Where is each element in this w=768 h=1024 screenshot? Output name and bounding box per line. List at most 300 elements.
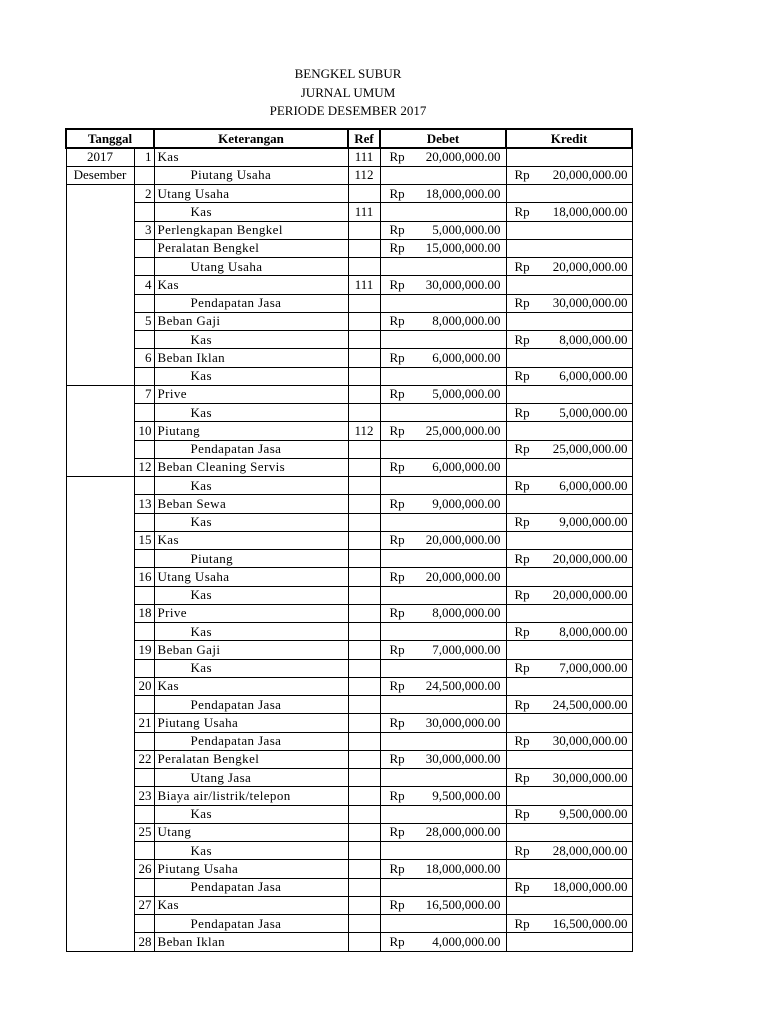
debit-cell-value [381,313,506,329]
date-cell [66,331,134,349]
amount-value: 8,000,000.00 [559,623,628,639]
day-cell [134,258,154,276]
amount-value: 30,000,000.00 [425,714,501,730]
debit-cell [380,513,506,531]
date-cell [66,221,134,239]
debit-cell [380,823,506,841]
amount-value: 8,000,000.00 [559,331,628,347]
date-cell [66,805,134,823]
credit-cell-value [507,624,632,640]
credit-cell-value [507,916,632,932]
journal-row [66,458,632,476]
day-cell: 10 [134,422,154,440]
credit-cell-value [507,332,632,348]
journal-row [66,239,632,257]
account-cell: Pendapatan Jasa [154,915,348,933]
currency-label: Rp [514,733,530,749]
debit-cell [380,440,506,458]
credit-cell-value [507,405,632,421]
currency-label: Rp [514,295,530,311]
header-row [66,129,632,148]
ref-cell [348,604,380,622]
day-cell [134,331,154,349]
day-cell: 26 [134,860,154,878]
journal-row [66,422,632,440]
currency-label: Rp [389,824,405,840]
currency-label: Rp [514,879,530,895]
day-cell: 1 [134,148,154,166]
amount-value: 16,500,000.00 [425,897,501,913]
credit-cell-value [507,551,632,567]
date-cell [66,258,134,276]
date-cell: Desember [66,166,134,184]
journal-row [66,604,632,622]
journal-row [66,349,632,367]
account-cell: Pendapatan Jasa [154,878,348,896]
currency-label: Rp [514,258,530,274]
journal-row [66,933,632,951]
date-cell [66,604,134,622]
currency-label: Rp [514,368,530,384]
debit-cell [380,477,506,495]
credit-cell [506,367,632,385]
currency-label: Rp [389,860,405,876]
amount-value: 5,000,000.00 [559,404,628,420]
currency-label: Rp [389,313,405,329]
ref-cell [348,367,380,385]
amount-value: 20,000,000.00 [425,532,501,548]
debit-cell-value [381,751,506,767]
currency-label: Rp [514,660,530,676]
debit-cell [380,294,506,312]
amount-value: 20,000,000.00 [552,587,628,603]
credit-cell [506,312,632,330]
account-cell: Kas [154,586,348,604]
amount-value: 20,000,000.00 [552,258,628,274]
amount-value: 6,000,000.00 [559,477,628,493]
date-cell [66,203,134,221]
ref-cell: 112 [348,166,380,184]
debit-cell [380,915,506,933]
credit-cell-value [507,806,632,822]
date-cell [66,385,134,403]
account-cell: Beban Gaji [154,312,348,330]
day-cell [134,440,154,458]
credit-cell [506,495,632,513]
debit-cell [380,422,506,440]
credit-cell-value [507,295,632,311]
journal-row [66,477,632,495]
debit-cell-value [381,350,506,366]
debit-cell [380,258,506,276]
date-cell [66,404,134,422]
journal-row [66,623,632,641]
journal-row [66,166,632,184]
currency-label: Rp [514,203,530,219]
debit-cell [380,531,506,549]
credit-cell [506,239,632,257]
table-body [66,148,632,951]
debit-cell-value [381,277,506,293]
ref-cell [348,312,380,330]
amount-value: 7,000,000.00 [559,660,628,676]
header-keterangan: Keterangan [154,129,348,148]
journal-row [66,404,632,422]
account-cell: Kas [154,896,348,914]
date-cell [66,769,134,787]
date-cell [66,349,134,367]
journal-row [66,531,632,549]
ref-cell [348,258,380,276]
amount-value: 5,000,000.00 [432,222,501,238]
amount-value: 7,000,000.00 [432,641,501,657]
day-cell [134,404,154,422]
debit-cell [380,349,506,367]
journal-row [66,550,632,568]
debit-cell [380,750,506,768]
ref-cell [348,842,380,860]
amount-value: 20,000,000.00 [552,550,628,566]
account-cell: Pendapatan Jasa [154,294,348,312]
debit-cell-value [381,386,506,402]
ref-cell [348,586,380,604]
credit-cell [506,531,632,549]
debit-cell [380,641,506,659]
amount-value: 20,000,000.00 [425,149,501,165]
credit-cell [506,787,632,805]
ref-cell [348,623,380,641]
amount-value: 24,500,000.00 [552,696,628,712]
day-cell [134,842,154,860]
debit-cell-value [381,423,506,439]
account-cell: Piutang Usaha [154,714,348,732]
journal-row [66,732,632,750]
ref-cell [348,550,380,568]
account-cell: Utang Jasa [154,769,348,787]
amount-value: 20,000,000.00 [552,167,628,183]
account-cell: Kas [154,477,348,495]
currency-label: Rp [389,222,405,238]
general-journal-table [65,128,633,952]
credit-cell [506,823,632,841]
credit-cell-value [507,514,632,530]
account-cell: Utang [154,823,348,841]
credit-cell [506,750,632,768]
currency-label: Rp [389,149,405,165]
currency-label: Rp [514,587,530,603]
currency-label: Rp [389,568,405,584]
day-cell [134,732,154,750]
account-cell: Kas [154,805,348,823]
currency-label: Rp [389,185,405,201]
debit-cell [380,842,506,860]
day-cell: 21 [134,714,154,732]
debit-cell-value [381,678,506,694]
day-cell: 22 [134,750,154,768]
ref-cell [348,714,380,732]
credit-cell [506,732,632,750]
journal-row [66,805,632,823]
credit-cell-value [507,770,632,786]
account-cell: Prive [154,604,348,622]
ref-cell [348,787,380,805]
journal-row [66,787,632,805]
journal-row [66,385,632,403]
credit-cell [506,258,632,276]
credit-cell-value [507,587,632,603]
journal-row [66,148,632,166]
journal-row [66,878,632,896]
journal-row [66,294,632,312]
currency-label: Rp [389,532,405,548]
date-cell [66,239,134,257]
amount-value: 28,000,000.00 [425,824,501,840]
debit-cell [380,239,506,257]
ref-cell [348,185,380,203]
ref-cell [348,769,380,787]
account-cell: Utang Usaha [154,185,348,203]
day-cell [134,239,154,257]
debit-cell [380,331,506,349]
debit-cell-value [381,496,506,512]
debit-cell [380,367,506,385]
debit-cell [380,495,506,513]
amount-value: 30,000,000.00 [552,295,628,311]
account-cell: Kas [154,531,348,549]
debit-cell [380,659,506,677]
ref-cell [348,331,380,349]
date-cell [66,586,134,604]
ref-cell: 111 [348,203,380,221]
credit-cell [506,404,632,422]
amount-value: 28,000,000.00 [552,842,628,858]
currency-label: Rp [514,441,530,457]
credit-cell [506,860,632,878]
debit-cell-value [381,569,506,585]
credit-cell [506,331,632,349]
ref-cell: 111 [348,276,380,294]
date-cell [66,185,134,203]
debit-cell [380,896,506,914]
day-cell [134,166,154,184]
date-cell [66,750,134,768]
day-cell: 16 [134,568,154,586]
journal-row [66,750,632,768]
debit-cell [380,312,506,330]
day-cell [134,915,154,933]
credit-cell [506,623,632,641]
journal-row [66,769,632,787]
day-cell [134,513,154,531]
day-cell: 28 [134,933,154,951]
debit-cell [380,878,506,896]
credit-cell-value [507,368,632,384]
credit-cell [506,896,632,914]
account-cell: Beban Iklan [154,349,348,367]
currency-label: Rp [514,550,530,566]
amount-value: 30,000,000.00 [552,769,628,785]
ref-cell: 111 [348,148,380,166]
journal-row [66,568,632,586]
date-cell [66,367,134,385]
journal-row [66,185,632,203]
ref-cell [348,404,380,422]
ref-cell [348,860,380,878]
day-cell: 19 [134,641,154,659]
currency-label: Rp [514,769,530,785]
credit-cell [506,915,632,933]
date-cell: 2017 [66,148,134,166]
debit-cell-value [381,222,506,238]
currency-label: Rp [389,422,405,438]
currency-label: Rp [514,806,530,822]
journal-row [66,677,632,695]
day-cell: 23 [134,787,154,805]
journal-row [66,276,632,294]
debit-cell [380,623,506,641]
amount-value: 30,000,000.00 [425,276,501,292]
journal-row [66,258,632,276]
account-cell: Biaya air/listrik/telepon [154,787,348,805]
ref-cell [348,878,380,896]
ref-cell [348,732,380,750]
account-cell: Peralatan Bengkel [154,750,348,768]
debit-cell [380,404,506,422]
currency-label: Rp [514,842,530,858]
journal-row [66,367,632,385]
date-cell [66,422,134,440]
date-cell [66,732,134,750]
ref-cell [348,458,380,476]
date-cell [66,458,134,476]
day-cell [134,696,154,714]
amount-value: 9,000,000.00 [432,495,501,511]
credit-cell [506,604,632,622]
account-cell: Pendapatan Jasa [154,732,348,750]
day-cell [134,203,154,221]
credit-cell-value [507,478,632,494]
journal-row [66,659,632,677]
debit-cell-value [381,642,506,658]
account-cell: Pendapatan Jasa [154,696,348,714]
account-cell: Beban Sewa [154,495,348,513]
date-cell [66,623,134,641]
amount-value: 8,000,000.00 [432,605,501,621]
amount-value: 24,500,000.00 [425,678,501,694]
account-cell: Kas [154,203,348,221]
day-cell: 2 [134,185,154,203]
debit-cell [380,458,506,476]
credit-cell [506,641,632,659]
day-cell: 20 [134,677,154,695]
currency-label: Rp [514,514,530,530]
debit-cell [380,604,506,622]
ref-cell [348,221,380,239]
journal-row [66,896,632,914]
debit-cell-value [381,824,506,840]
date-cell [66,696,134,714]
currency-label: Rp [514,696,530,712]
account-cell: Perlengkapan Bengkel [154,221,348,239]
ref-cell [348,933,380,951]
debit-cell [380,586,506,604]
credit-cell [506,568,632,586]
debit-cell-value [381,149,506,165]
date-cell [66,495,134,513]
debit-cell [380,166,506,184]
date-cell [66,477,134,495]
amount-value: 15,000,000.00 [425,240,501,256]
ref-cell: 112 [348,422,380,440]
journal-row [66,331,632,349]
header-tanggal: Tanggal [66,129,154,148]
journal-title: JURNAL UMUM [300,84,396,100]
debit-cell [380,787,506,805]
period-title: PERIODE DESEMBER 2017 [269,103,427,118]
amount-value: 9,500,000.00 [432,787,501,803]
header-ref: Ref [348,129,380,148]
currency-label: Rp [389,605,405,621]
date-cell [66,787,134,805]
debit-cell-value [381,605,506,621]
credit-cell [506,586,632,604]
amount-value: 30,000,000.00 [425,751,501,767]
date-cell [66,860,134,878]
ref-cell [348,641,380,659]
currency-label: Rp [389,349,405,365]
credit-cell [506,677,632,695]
day-cell [134,769,154,787]
amount-value: 9,000,000.00 [559,514,628,530]
account-cell: Piutang [154,422,348,440]
date-cell [66,276,134,294]
currency-label: Rp [389,641,405,657]
account-cell: Prive [154,385,348,403]
currency-label: Rp [389,751,405,767]
ref-cell [348,805,380,823]
debit-cell [380,550,506,568]
journal-row [66,842,632,860]
account-cell: Kas [154,677,348,695]
currency-label: Rp [514,167,530,183]
ref-cell [348,239,380,257]
account-cell: Kas [154,276,348,294]
amount-value: 6,000,000.00 [432,349,501,365]
debit-cell [380,568,506,586]
table-header [66,129,632,148]
credit-cell [506,422,632,440]
currency-label: Rp [514,623,530,639]
date-cell [66,513,134,531]
credit-cell-value [507,697,632,713]
date-cell [66,915,134,933]
date-cell [66,312,134,330]
account-cell: Piutang Usaha [154,166,348,184]
credit-cell [506,550,632,568]
journal-row [66,203,632,221]
day-cell [134,805,154,823]
date-cell [66,659,134,677]
journal-row [66,860,632,878]
company-name: BENGKEL SUBUR [294,66,402,81]
debit-cell [380,860,506,878]
journal-row [66,513,632,531]
debit-cell [380,677,506,695]
currency-label: Rp [514,404,530,420]
currency-label: Rp [389,459,405,475]
credit-cell-value [507,660,632,676]
credit-cell [506,148,632,166]
